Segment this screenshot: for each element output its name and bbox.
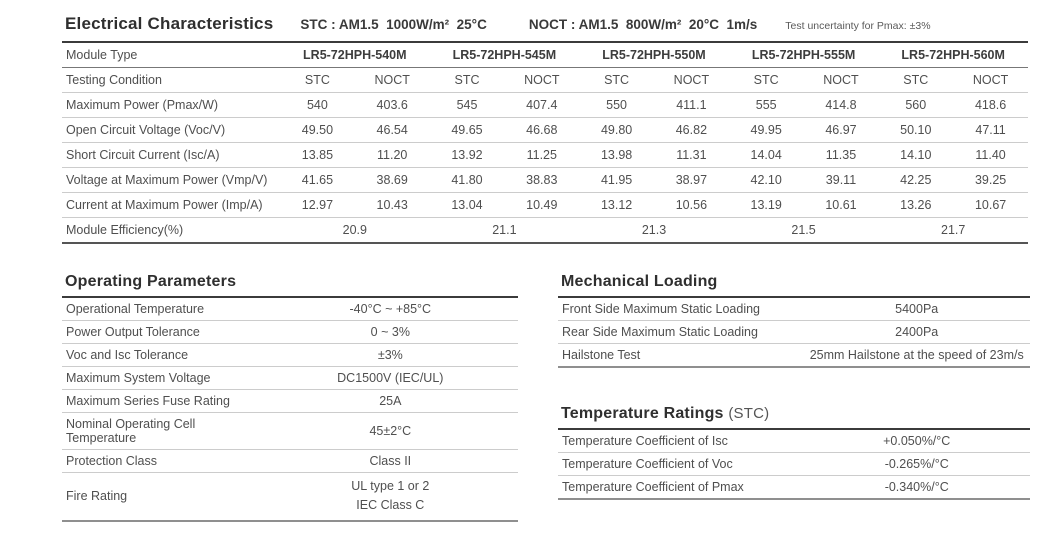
module-name: LR5-72HPH-550M: [602, 48, 706, 62]
param-value: -0.265%/°C: [884, 457, 949, 471]
spec-value: 545: [456, 98, 478, 112]
spec-value: 11.31: [676, 148, 707, 162]
spec-value: 47.11: [975, 123, 1006, 137]
spec-value: 560: [905, 98, 927, 112]
param-value: ±3%: [377, 348, 403, 362]
mechanical-loading-title: Mechanical Loading: [558, 273, 1030, 298]
param-label: Operational Temperature: [66, 302, 205, 316]
spec-value: 49.50: [301, 123, 334, 137]
spec-value: 39.11: [825, 173, 857, 187]
condition-header: NOCT: [972, 73, 1009, 87]
spec-value: 41.95: [600, 173, 633, 187]
spec-value: 14.10: [900, 148, 932, 162]
param-value: 25mm Hailstone at the speed of 23m/s: [809, 348, 1024, 362]
spec-value: 407.4: [526, 98, 558, 112]
spec-value: 41.65: [301, 173, 334, 187]
module-name: LR5-72HPH-545M: [452, 48, 557, 62]
module-name: LR5-72HPH-555M: [751, 48, 856, 62]
spec-label: Module Efficiency(%): [66, 223, 184, 237]
param-label: Maximum System Voltage: [66, 371, 211, 385]
table-row: [62, 367, 518, 390]
module-type-label: Module Type: [66, 48, 138, 62]
fire-rating-line-1: UL type 1 or 2: [351, 479, 430, 493]
spec-value: 21.1: [492, 223, 517, 237]
table-row: [558, 453, 1030, 476]
param-value: 2400Pa: [895, 325, 939, 339]
param-label: Fire Rating: [66, 489, 128, 504]
spec-value: 13.19: [750, 198, 782, 212]
spec-value: 38.83: [526, 173, 558, 187]
table-row: [62, 390, 518, 413]
condition-header: NOCT: [374, 73, 410, 87]
testing-condition-label: Testing Condition: [66, 73, 162, 87]
spec-value: 418.6: [974, 98, 1007, 112]
operating-parameters-title: Operating Parameters: [62, 273, 518, 298]
spec-value: 38.97: [675, 173, 708, 187]
spec-value: 46.97: [825, 123, 857, 137]
spec-value: 13.04: [451, 198, 483, 212]
param-value: [263, 473, 518, 521]
table-row-voltage-max-power: [62, 168, 1028, 193]
param-label: Hailstone Test: [562, 348, 641, 362]
spec-value: 42.25: [900, 173, 932, 187]
spec-label: Open Circuit Voltage (Voc/V): [66, 123, 226, 137]
condition-header: STC: [304, 73, 330, 87]
temperature-ratings-section: [558, 405, 1030, 500]
right-column: [558, 273, 1030, 522]
table-row-fire-rating: [62, 473, 518, 521]
condition-header: STC: [903, 73, 929, 87]
spec-value: 540: [306, 98, 328, 112]
temperature-ratings-table: [558, 430, 1030, 500]
temperature-ratings-title-suffix: (STC): [728, 405, 770, 422]
condition-header: STC: [454, 73, 480, 87]
table-row: [62, 450, 518, 473]
spec-value: 39.25: [974, 173, 1007, 187]
param-label: Rear Side Maximum Static Loading: [562, 325, 758, 339]
fire-rating-line-2: IEC Class C: [356, 498, 425, 513]
spec-value: 50.10: [900, 123, 932, 137]
table-row-module-type: [62, 42, 1028, 68]
table-row: [558, 344, 1030, 368]
spec-value: 46.82: [675, 123, 708, 137]
table-row: [62, 298, 518, 321]
condition-header: STC: [604, 73, 630, 87]
operating-parameters-table: [62, 298, 518, 522]
condition-header: STC: [753, 73, 779, 87]
module-name: LR5-72HPH-560M: [901, 48, 1005, 62]
table-row: [558, 476, 1030, 500]
table-row: [62, 413, 518, 450]
spec-value: 49.65: [451, 123, 483, 137]
spec-value: 20.9: [342, 223, 367, 237]
spec-value: 10.56: [675, 198, 708, 212]
param-label: Maximum Series Fuse Rating: [66, 394, 230, 408]
temperature-ratings-title-text: Temperature Ratings: [561, 405, 724, 422]
condition-header: NOCT: [673, 73, 710, 87]
table-row: [558, 298, 1030, 321]
spec-label: Voltage at Maximum Power (Vmp/V): [66, 173, 268, 187]
stc-test-condition: STC : AM1.5 1000W/m² 25°C: [300, 17, 487, 32]
spec-value: 11.20: [377, 148, 408, 162]
spec-value: 21.3: [641, 223, 667, 237]
noct-test-condition: NOCT : AM1.5 800W/m² 20°C 1m/s: [528, 17, 758, 32]
param-label: Nominal Operating Cell Temperature: [66, 417, 196, 445]
operating-parameters-section: [62, 273, 518, 522]
param-label: Power Output Tolerance: [66, 325, 200, 339]
spec-value: 13.26: [900, 198, 932, 212]
spec-value: 11.40: [975, 148, 1006, 162]
spec-value: 13.92: [451, 148, 483, 162]
param-value: Class II: [369, 454, 412, 468]
param-label: Front Side Maximum Static Loading: [562, 302, 761, 316]
table-row-open-circuit-voltage: [62, 118, 1028, 143]
table-row-max-power: [62, 93, 1028, 118]
spec-value: 21.7: [941, 223, 966, 237]
spec-value: 41.80: [451, 173, 483, 187]
param-label: Temperature Coefficient of Voc: [562, 457, 733, 471]
param-value: +0.050%/°C: [883, 434, 951, 448]
spec-value: 49.95: [750, 123, 782, 137]
spec-value: 411.1: [676, 98, 707, 112]
spec-label: Maximum Power (Pmax/W): [66, 98, 219, 112]
spec-value: 46.54: [376, 123, 408, 137]
param-value: 5400Pa: [895, 302, 939, 316]
table-row-testing-condition: [62, 68, 1028, 93]
condition-header: NOCT: [524, 73, 560, 87]
table-row: [62, 321, 518, 344]
temperature-ratings-title: [558, 405, 1030, 430]
param-label: Temperature Coefficient of Isc: [562, 434, 728, 448]
table-row: [558, 430, 1030, 453]
electrical-section-header: [62, 8, 1028, 41]
spec-label: Short Circuit Current (Isc/A): [66, 148, 220, 162]
table-row: [62, 344, 518, 367]
spec-label: Current at Maximum Power (Imp/A): [66, 198, 263, 212]
spec-value: 11.35: [825, 148, 857, 162]
spec-value: 10.67: [974, 198, 1007, 212]
param-label: Voc and Isc Tolerance: [66, 348, 189, 362]
param-value: -0.340%/°C: [884, 480, 949, 494]
bottom-section: [62, 273, 1030, 522]
spec-value: 403.6: [376, 98, 408, 112]
mechanical-loading-section: [558, 273, 1030, 368]
spec-value: 13.98: [600, 148, 633, 162]
condition-header: NOCT: [823, 73, 859, 87]
param-label: Temperature Coefficient of Pmax: [562, 480, 744, 494]
spec-value: 414.8: [825, 98, 857, 112]
electrical-characteristics-table: [62, 41, 1028, 244]
param-value: -40°C ~ +85°C: [349, 302, 432, 316]
spec-value: 10.43: [376, 198, 408, 212]
param-value: 0 ~ 3%: [370, 325, 410, 339]
spec-value: 14.04: [750, 148, 782, 162]
table-row-current-max-power: [62, 193, 1028, 218]
electrical-characteristics-section: [62, 8, 1028, 244]
mechanical-loading-table: [558, 298, 1030, 368]
param-value: 45±2°C: [369, 424, 412, 438]
spec-value: 13.85: [301, 148, 334, 162]
spec-value: 11.25: [526, 148, 557, 162]
module-name: LR5-72HPH-540M: [303, 48, 407, 62]
spec-value: 555: [755, 98, 777, 112]
spec-value: 10.49: [526, 198, 558, 212]
table-row-module-efficiency: [62, 218, 1028, 244]
param-value: DC1500V (IEC/UL): [337, 371, 444, 385]
spec-value: 12.97: [301, 198, 334, 212]
spec-value: 46.68: [526, 123, 558, 137]
pmax-uncertainty-note: Test uncertainty for Pmax: ±3%: [785, 20, 931, 32]
table-row-short-circuit-current: [62, 143, 1028, 168]
spec-value: 550: [606, 98, 628, 112]
spec-value: 21.5: [791, 223, 816, 237]
param-value: 25A: [379, 394, 402, 408]
table-row: [558, 321, 1030, 344]
param-label: Protection Class: [66, 454, 158, 468]
spec-value: 13.12: [600, 198, 633, 212]
spec-value: 10.61: [825, 198, 857, 212]
spec-value: 49.80: [600, 123, 633, 137]
electrical-section-title: Electrical Characteristics: [65, 14, 274, 33]
spec-value: 42.10: [750, 173, 782, 187]
spec-value: 38.69: [376, 173, 408, 187]
